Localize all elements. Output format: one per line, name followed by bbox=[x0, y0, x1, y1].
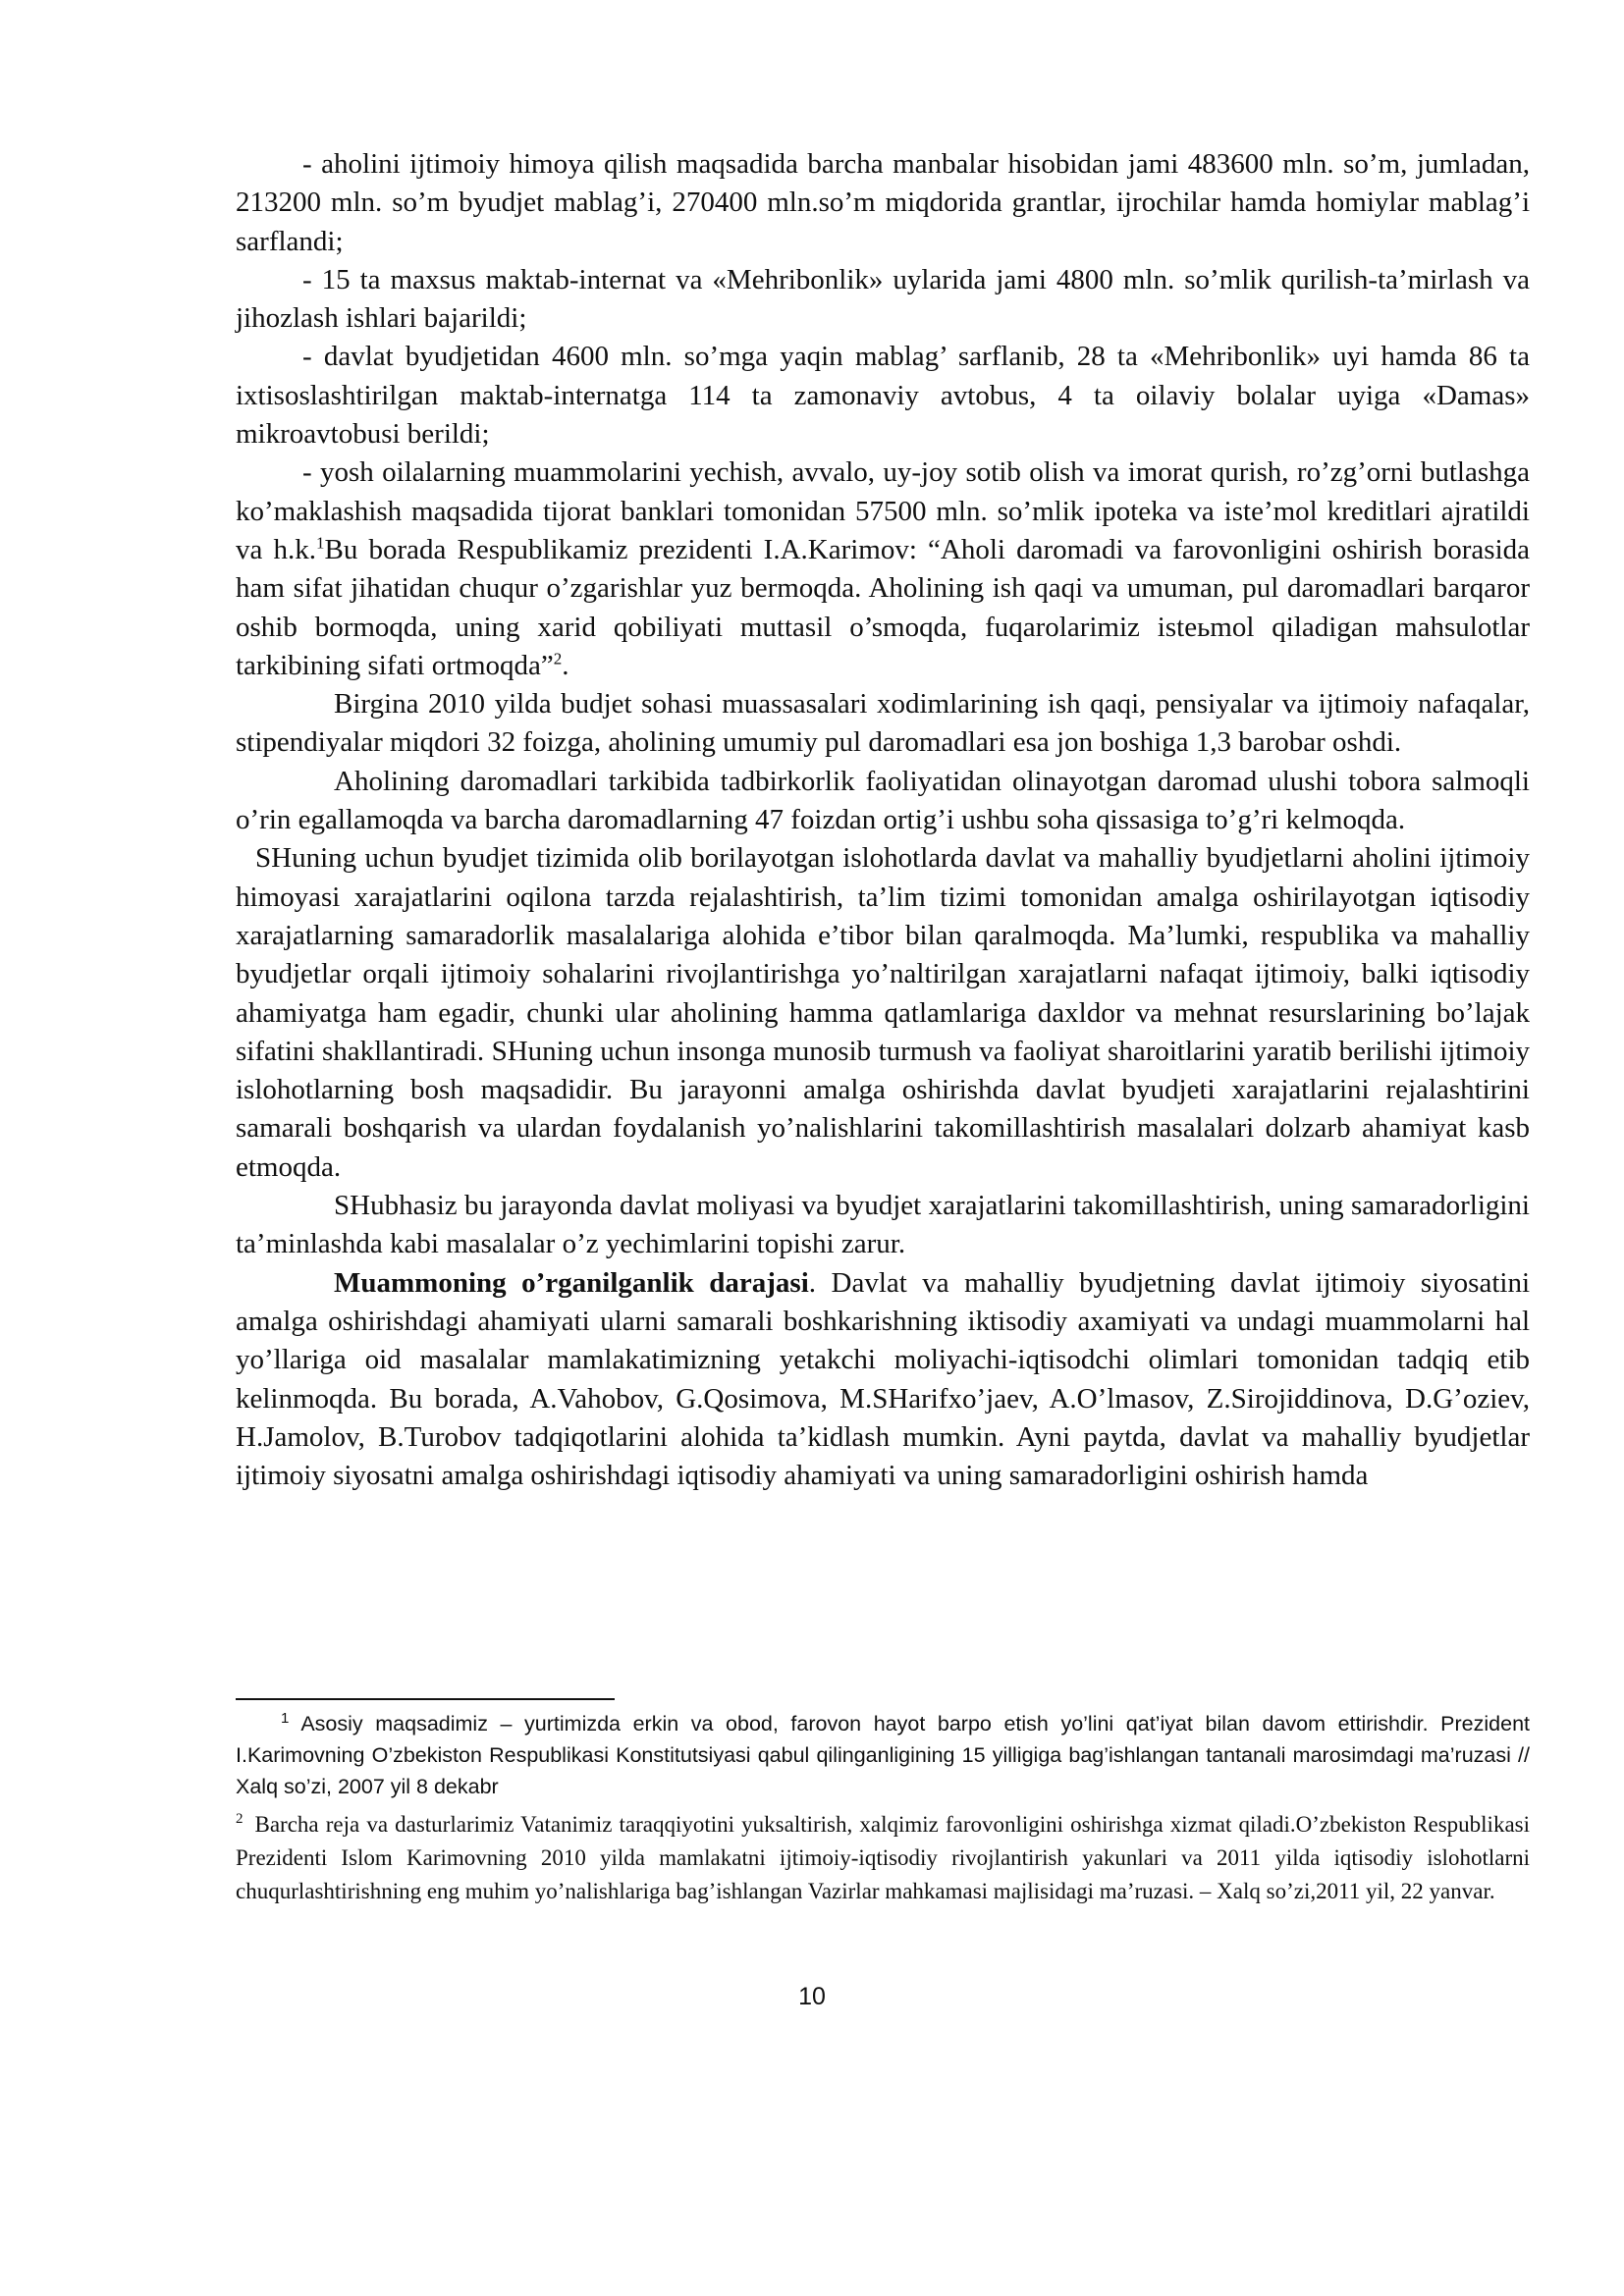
list-item: - 15 ta maxsus maktab-internat va «Mehribonlik» uylarida jami 4800 mln. so’mlik qurilish-ta’mirlash va jihozlash ishlari bajarildi; bbox=[236, 263, 1530, 335]
footnote-divider bbox=[236, 1698, 615, 1700]
footnote-mark: 1 bbox=[281, 1709, 290, 1727]
quote-text: Bu borada Respublikamiz prezidenti I.A.Karimov: “Aholi daromadi va farovonligini oshirish borasida ham sifat jihatidan chuqur o’zgarishlar yuz bermoqda. Aholining ish qaqi va umuman, pul daromadlari barqaror oshib bormoqda, uning xarid qobiliyati muttasil o’smoqda, fuqarolarimiz isteьmol qiladigan mahsulotlar tarkibining sifati ortmoqda” bbox=[236, 533, 1530, 681]
paragraph: SHubhasiz bu jarayonda davlat moliyasi va byudjet xarajatlarini takomillashtirish, uning samaradorligini ta’minlashda kabi masalalar o’z yechimlarini topishi zarur. bbox=[236, 1190, 1530, 1260]
paragraph: Aholining daromadlari tarkibida tadbirkorlik faoliyatidan olinayotgan daromad ulushi tobora salmoqli o’rin egallamoqda va barcha daromadlarning 47 foizdan ortig’i ushbu soha qissasiga to’g’ri kelmoqda. bbox=[236, 765, 1530, 836]
list-item-text: - yosh oilalarning muammolarini yechish, avvalo, uy-joy sotib olish va imorat qurish, ro’zg’orni butlashga ko’maklashish maqsadida tijorat banklari tomonidan 57500 mln. so’mlik ipoteka va iste’mol kreditlari ajratildi va h.k. bbox=[236, 456, 1530, 565]
paragraph: Birgina 2010 yilda budjet sohasi muassasalari xodimlarining ish qaqi, pensiyalar va ijtimoiy nafaqalar, stipendiyalar miqdori 32 foizga, aholining umumiy pul daromadlari esa jon boshiga 1,3 barobar oshdi. bbox=[236, 688, 1530, 759]
section-heading: Muammoning o’rganilganlik darajasi bbox=[334, 1266, 809, 1299]
list-item bbox=[236, 454, 1530, 685]
paragraph-text: . Davlat va mahalliy byudjetning davlat ijtimoiy siyosatini amalga oshirishdagi ahamiyati ularni samarali boshkarishning iktisodiy axamiyati va undagi muammolarni hal yo’llariga oid masalalar mamlakatimizning yetakchi moliyachi-iqtisodchi olimlari tomonidan tadqiq etib kelinmoqda. Bu borada, A.Vahobov, G.Qosimova, M.SHarifxo’jaev, A.O’lmasov, Z.Sirojiddinova, D.G’oziev, H.Jamolov, B.Turobov tadqiqotlarini alohida ta’kidlash mumkin. Ayni paytda, davlat va mahalliy byudjetlar ijtimoiy siyosatni amalga oshirishdagi iqtisodiy ahamiyati va uning samaradorligini oshirish hamda bbox=[236, 1266, 1531, 1492]
quote-end: . bbox=[562, 649, 569, 681]
footnote-ref-1[interactable]: 1 bbox=[316, 533, 325, 553]
footnote-ref-2[interactable]: 2 bbox=[553, 649, 563, 668]
footnotes bbox=[236, 1708, 1530, 1908]
list-item: - aholini ijtimoiy himoya qilish maqsadida barcha manbalar hisobidan jami 483600 mln. so’m, jumladan, 213200 mln. so’m byudjet mablag’i, 270400 mln.so’m miqdorida grantlar, ijrochilar hamda homiylar mablag’i sarflandi; bbox=[236, 148, 1530, 257]
footnote-1 bbox=[236, 1708, 1530, 1802]
paragraph: SHuning uchun byudjet tizimida olib borilayotgan islohotlarda davlat va mahalliy byudjetlarni aholini ijtimoiy himoyasi xarajatlarini oqilona tarzda rejalashtirish, ta’lim tizimi tomonidan amalga oshirilayotgan iqtisodiy xarajatlarning samaradorlik masalalariga alohida e’tibor bilan qaralmoqda. Ma’lumki, respublika va mahalliy byudjetlar orqali ijtimoiy sohalarini rivojlantirishga yo’naltirilgan xarajatlarni nafaqat ijtimoiy, balki iqtisodiy ahamiyatga ham egadir, chunki ular aholining hamma qatlamlariga daxldor va mehnat resurslarining bo’lajak sifatini shakllantiradi. SHuning uchun insonga munosib turmush va faoliyat sharoitlarini yaratib berilishi ijtimoiy islohotlarning bosh maqsadidir. Bu jarayonni amalga oshirishda davlat byudjeti xarajatlarini rejalashtirini samarali boshqarish va ulardan foydalanish yo’nalishlarini takomillashtirish masalalari dolzarb ahamiyat kasb etmoqda. bbox=[236, 842, 1530, 1183]
paragraph bbox=[236, 1264, 1530, 1496]
body-text bbox=[236, 145, 1530, 1495]
footnote-2 bbox=[236, 1808, 1530, 1908]
page-number: 10 bbox=[798, 1983, 826, 2010]
footnote-text: Barcha reja va dasturlarimiz Vatanimiz taraqqiyotini yuksaltirish, xalqimiz farovonligini oshirishga xizmat qiladi.O’zbekiston Respublikasi Prezidenti Islom Karimovning 2010 yilda mamlakatni ijtimoiy-iqtisodiy rivojlantirish yakunlari va 2011 yilda iqtisodiy islohotlarni chuqurlashtirishning eng muhim yo’nalishlariga bag’ishlangan Vazirlar mahkamasi majlisidagi ma’ruzasi. – Xalq so’zi,2011 yil, 22 yanvar. bbox=[236, 1812, 1530, 1903]
list-item: - davlat byudjetidan 4600 mln. so’mga yaqin mablag’ sarflanib, 28 ta «Mehribonlik» uyi hamda 86 ta ixtisoslashtirilgan maktab-internatga 114 ta zamonaviy avtobus, 4 ta oilaviy bolalar uyiga «Damas» mikroavtobusi berildi; bbox=[236, 341, 1530, 451]
footnote-text: Asosiy maqsadimiz – yurtimizda erkin va obod, farovon hayot barpo etish yo’lini qat’iyat bilan davom ettirishdir. Prezident I.Karimovning O’zbekiston Respublikasi Konstitutsiyasi qabul qilinganligining 15 yilligiga bag’ishlangan tantanali marosimdagi ma’ruzasi // Xalq so’zi, 2007 yil 8 dekabr bbox=[236, 1712, 1530, 1798]
footnote-mark: 2 bbox=[236, 1811, 244, 1828]
